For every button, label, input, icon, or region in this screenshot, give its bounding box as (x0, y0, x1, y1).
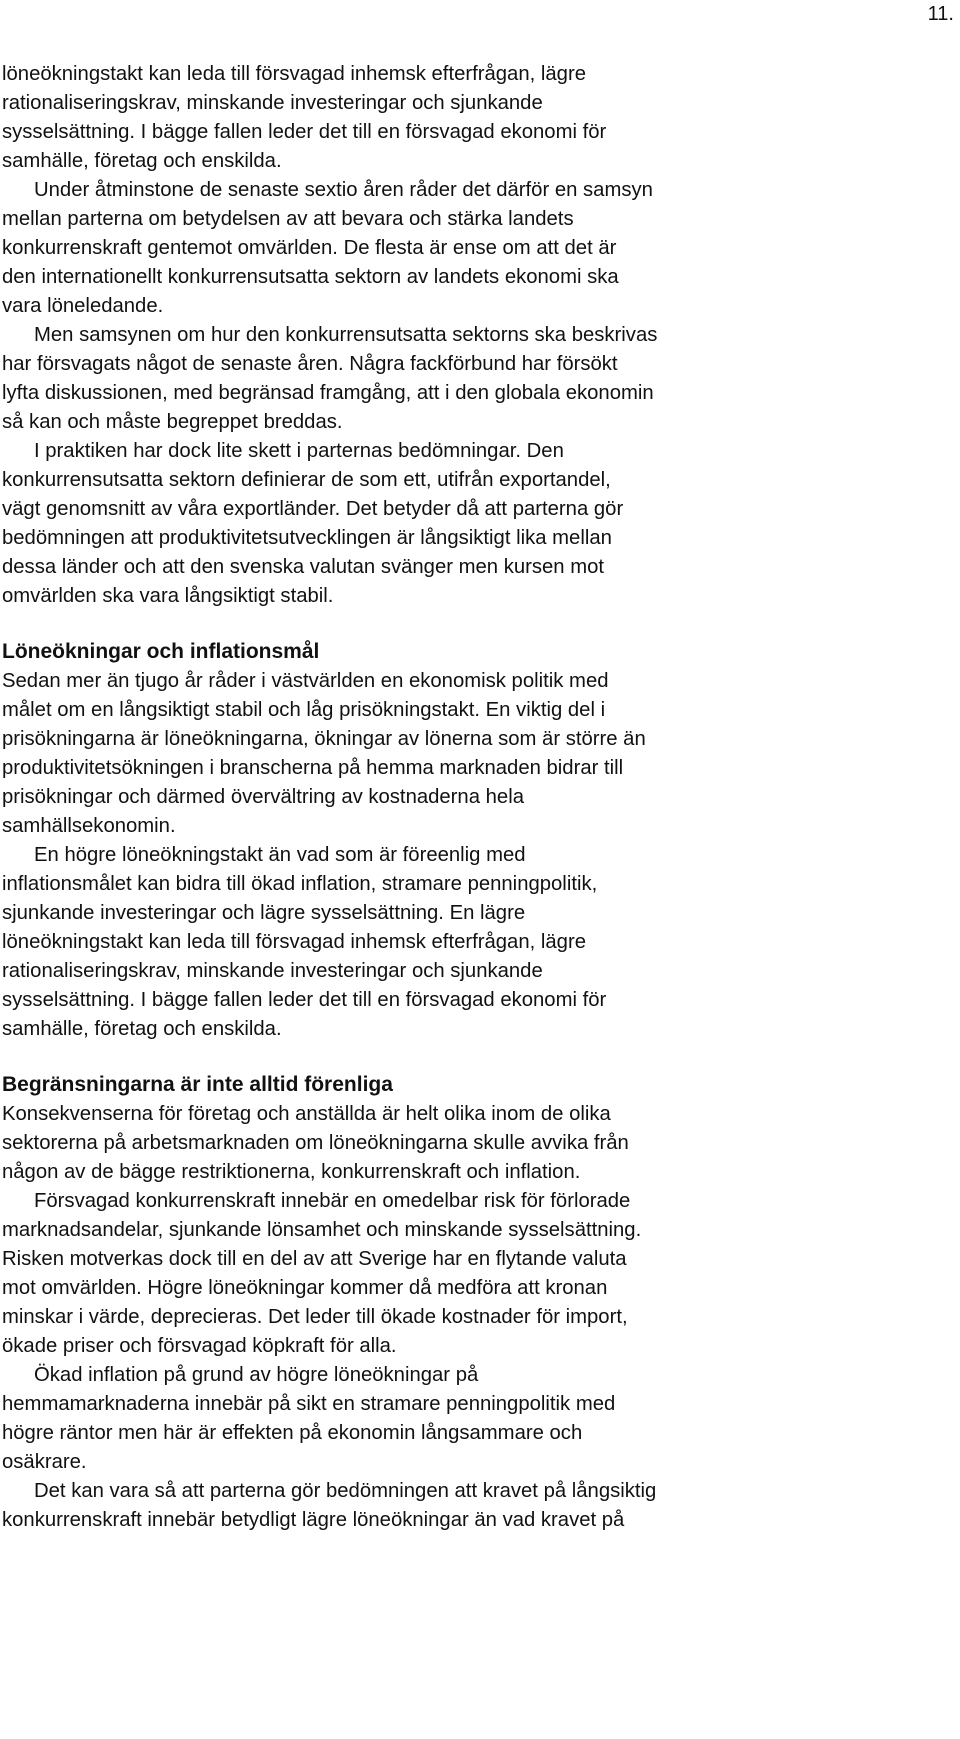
section-heading-inflation: Löneökningar och inflationsmål (2, 640, 320, 663)
paragraph: Försvagad konkurrenskraft innebär en omedelbar risk för förlorade marknadsandelar, sjunkande lönsamhet och minskande sysselsättning. Risken motverkas dock till en del av att Sverige har en flytande valuta mot omvärlden. Högre löneökningar kommer då medföra att kronan minskar i värde, deprecieras. Det leder till ökade kostnader för import, ökade priser och försvagad köpkraft för alla. (2, 1190, 642, 1357)
paragraph: Ökad inflation på grund av högre löneökningar på hemmamarknaderna innebär på sikt en stramare penningpolitik med högre räntor men här är effekten på ekonomin långsammare och osäkrare. (2, 1364, 616, 1473)
paragraph: löneökningstakt kan leda till försvagad inhemsk efterfrågan, lägre rationaliseringskrav, minskande investeringar och sjunkande sysselsättning. I bägge fallen leder det till en försvagad ekonomi för samhälle, företag och enskilda. (2, 63, 607, 172)
paragraph: En högre löneökningstakt än vad som är föreenlig med inflationsmålet kan bidra till ökad inflation, stramare penningpolitik, sjunkande investeringar och lägre sysselsättning. En lägre löneökningstakt kan leda till försvagad inhemsk efterfrågan, lägre rationaliseringskrav, minskande investeringar och sjunkande sysselsättning. I bägge fallen leder det till en försvagad ekonomi för samhälle, företag och enskilda. (2, 844, 607, 1040)
paragraph: Sedan mer än tjugo år råder i västvärlden en ekonomisk politik med målet om en långsiktigt stabil och låg prisökningstakt. En viktig del i prisökningarna är löneökningarna, ökningar av lönerna som är större än produktivitetsökningen i branscherna på hemma marknaden bidrar till prisökningar och därmed övervältring av kostnaderna hela samhällsekonomin. (2, 670, 646, 837)
section-heading-limitations: Begränsningarna är inte alltid förenliga (2, 1073, 393, 1096)
paragraph: Det kan vara så att parterna gör bedömningen att kravet på långsiktig konkurrenskraft innebär betydligt lägre löneökningar än vad kravet på (2, 1480, 657, 1531)
paragraph: Men samsynen om hur den konkurrensutsatta sektorns ska beskrivas har försvagats något de senaste åren. Några fackförbund har försökt lyfta diskussionen, med begränsad framgång, att i den globala ekonomin så kan och måste begreppet breddas. (2, 324, 658, 433)
paragraph: Under åtminstone de senaste sextio åren råder det därför en samsyn mellan parterna om betydelsen av att bevara och stärka landets konkurrenskraft gentemot omvärlden. De flesta är ense om att det är den internationellt konkurrensutsatta sektorn av landets ekonomi ska vara löneledande. (2, 179, 653, 317)
paragraph: Konsekvenserna för företag och anställda är helt olika inom de olika sektorerna på arbetsmarknaden om löneökningarna skulle avvika från någon av de bägge restriktionerna, konkurrenskraft och inflation. (2, 1103, 629, 1183)
page-number: 11. (927, 3, 954, 25)
document-body (2, 60, 952, 1535)
paragraph: I praktiken har dock lite skett i parternas bedömningar. Den konkurrensutsatta sektorn definierar de som ett, utifrån exportandel, vägt genomsnitt av våra exportländer. Det betyder då att parterna gör bedömningen att produktivitetsutvecklingen är långsiktigt lika mellan dessa länder och att den svenska valutan svänger men kursen mot omvärlden ska vara långsiktigt stabil. (2, 440, 624, 607)
